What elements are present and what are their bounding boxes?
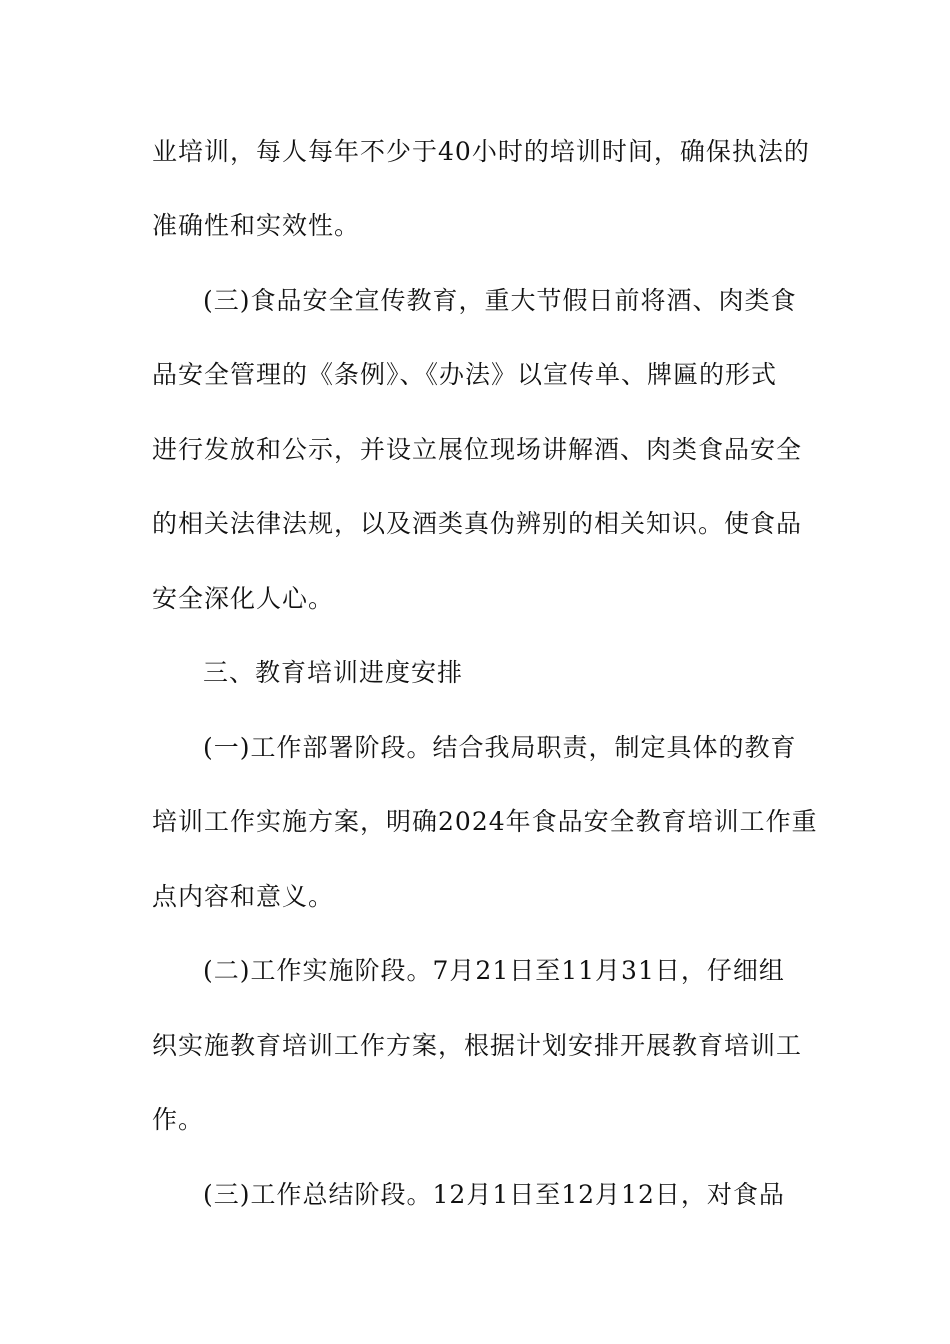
- text-line-5: 进行发放和公示，并设立展位现场讲解酒、肉类食品安全: [152, 435, 803, 464]
- text-line-7: 安全深化人心。: [152, 584, 335, 613]
- text-line-14: 作。: [152, 1105, 205, 1134]
- text-line-2: 准确性和实效性。: [152, 211, 361, 240]
- text-line-11: 点内容和意义。: [152, 882, 335, 911]
- text-line-4: 品安全管理的《条例》、《办法》以宣传单、牌匾的形式: [152, 360, 778, 389]
- paragraph-deployment-stage: (一)工作部署阶段。结合我局职责，制定具体的教育: [203, 733, 797, 762]
- text-line-10: 培训工作实施方案，明确2024年食品安全教育培训工作重: [152, 807, 818, 836]
- text-line-6: 的相关法律法规，以及酒类真伪辨别的相关知识。使食品: [152, 509, 803, 538]
- text-line-13: 织实施教育培训工作方案，根据计划安排开展教育培训工: [152, 1031, 803, 1060]
- paragraph-publicity-education: (三)食品安全宣传教育，重大节假日前将酒、肉类食: [203, 286, 797, 315]
- paragraph-summary-stage: (三)工作总结阶段。12月1日至12月12日，对食品: [203, 1180, 785, 1209]
- section-heading-schedule: 三、教育培训进度安排: [203, 658, 464, 687]
- paragraph-implementation-stage: (二)工作实施阶段。7月21日至11月31日，仔细组: [203, 956, 785, 985]
- text-line-1: 业培训，每人每年不少于40小时的培训时间，确保执法的: [152, 137, 810, 166]
